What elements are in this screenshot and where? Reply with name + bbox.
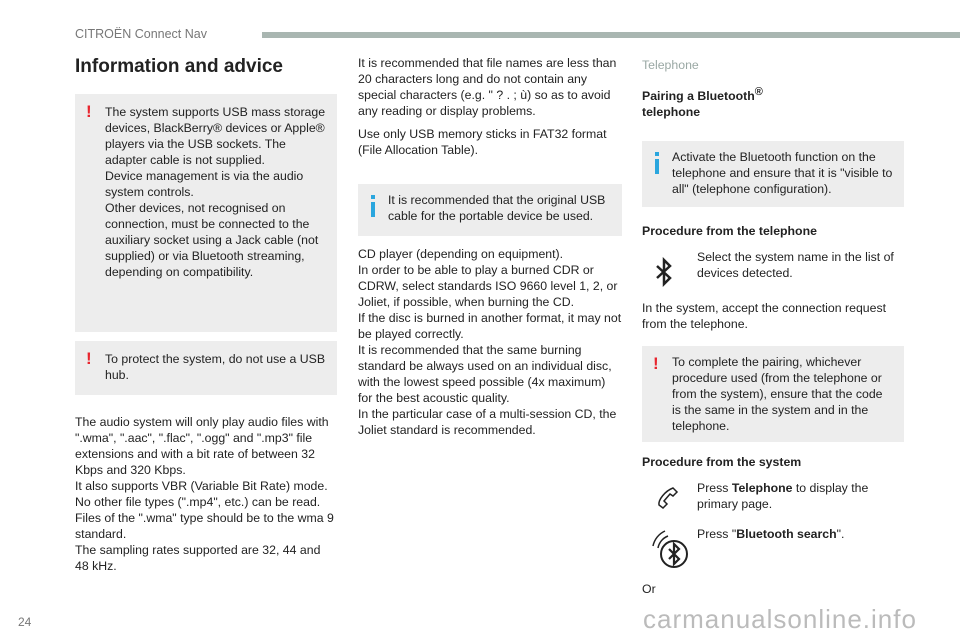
step-bold: Bluetooth search bbox=[736, 527, 837, 541]
title-text: Pairing a Bluetooth bbox=[642, 89, 755, 103]
heading-procedure-system: Procedure from the system bbox=[642, 455, 802, 469]
step-text: Select the system name in the list of devices detected. bbox=[697, 250, 894, 280]
bluetooth-search-icon bbox=[646, 526, 690, 570]
left-column bbox=[75, 56, 337, 574]
warning-text: To complete the pairing, whichever procedure used (from the telephone or from the system), ensure that the code is the same in the system and in the telephone. bbox=[672, 355, 883, 433]
step-phone bbox=[642, 249, 904, 295]
warning-text: Device management is via the audio system controls. bbox=[105, 169, 304, 199]
bluetooth-icon bbox=[654, 257, 674, 287]
step-bluetooth-search bbox=[642, 526, 904, 574]
text-line: CD player (depending on equipment). bbox=[358, 247, 564, 261]
warning-text: Other devices, not recognised on connection, must be connected to the auxiliary socket using a Jack cable (not supplied) or via Bluetooth streaming, depending on compatibility. bbox=[105, 201, 319, 279]
text-line: It also supports VBR (Variable Bit Rate) mode. bbox=[75, 479, 328, 493]
running-header: CITROËN Connect Nav bbox=[75, 27, 207, 41]
warning-icon: ! bbox=[86, 349, 92, 368]
text-line: The audio system will only play audio files with ".wma", ".aac", ".flac", ".ogg" and ".mp3" file extensions and with a bit rate of between 32 Kbps and 320 Kbps. bbox=[75, 415, 329, 477]
accept-paragraph: In the system, accept the connection request from the telephone. bbox=[642, 301, 887, 331]
step-text: Press " bbox=[697, 527, 737, 541]
step-text: Press bbox=[697, 481, 732, 495]
middle-column bbox=[358, 55, 622, 438]
fat32-paragraph: Use only USB memory sticks in FAT32 format (File Allocation Table). bbox=[358, 127, 607, 157]
step-text: ". bbox=[836, 527, 845, 541]
section-title: Information and advice bbox=[75, 56, 283, 77]
audio-files-paragraph bbox=[75, 414, 337, 574]
warning-text: To protect the system, do not use a USB hub. bbox=[105, 352, 326, 382]
info-icon bbox=[371, 195, 375, 217]
text-line: In the particular case of a multi-session CD, the Joliet standard is recommended. bbox=[358, 407, 617, 437]
text-line: In order to be able to play a burned CDR or CDRW, select standards ISO 9660 level 1, 2, or Joliet, if possible, when burning the CD. bbox=[358, 263, 618, 309]
text-line: The sampling rates supported are 32, 44 and 48 kHz. bbox=[75, 543, 321, 573]
warning-icon: ! bbox=[653, 354, 659, 373]
cd-paragraph bbox=[358, 246, 622, 438]
section-title-telephone: Telephone bbox=[642, 58, 699, 72]
info-box-cable bbox=[358, 184, 622, 236]
warning-icon: ! bbox=[86, 102, 92, 121]
text-line: It is recommended that the same burning standard be always used on an individual disc, with the lowest speed possible (4x maximum) for the best acoustic quality. bbox=[358, 343, 612, 405]
warning-box-usb bbox=[75, 94, 337, 332]
or-text: Or bbox=[642, 582, 656, 596]
step-text: to display the primary page. bbox=[697, 481, 869, 511]
phone-icon bbox=[656, 486, 680, 512]
info-text: It is recommended that the original USB cable for the portable device be used. bbox=[388, 193, 606, 223]
page-number: 24 bbox=[18, 615, 32, 629]
title-text: telephone bbox=[642, 105, 701, 119]
info-box-bluetooth bbox=[642, 141, 904, 207]
warning-box-hub bbox=[75, 341, 337, 395]
text-line: Files of the ".wma" type should be to the wma 9 standard. bbox=[75, 511, 334, 541]
filename-paragraph: It is recommended that file names are less than 20 characters long and do not contain any special characters (e.g. " ? . ; ù) so as to avoid any reading or display problems. bbox=[358, 56, 617, 118]
registered-mark: ® bbox=[754, 85, 763, 98]
warning-text: The system supports USB mass storage devices, BlackBerry® devices or Apple® players via the USB sockets. The adapter cable is not supplied. bbox=[105, 105, 326, 167]
header-bar bbox=[262, 32, 960, 38]
info-text: Activate the Bluetooth function on the telephone and ensure that it is "visible to all" (telephone configuration). bbox=[672, 150, 893, 196]
step-telephone bbox=[642, 480, 904, 524]
warning-box-code bbox=[642, 346, 904, 442]
step-bold: Telephone bbox=[731, 481, 793, 495]
heading-procedure-phone: Procedure from the telephone bbox=[642, 224, 817, 238]
pairing-title bbox=[642, 85, 904, 120]
watermark: carmanualsonline.info bbox=[643, 604, 917, 634]
text-line: No other file types (".mp4", etc.) can be read. bbox=[75, 495, 321, 509]
info-icon bbox=[655, 152, 659, 174]
text-line: If the disc is burned in another format, it may not be played correctly. bbox=[358, 311, 622, 341]
